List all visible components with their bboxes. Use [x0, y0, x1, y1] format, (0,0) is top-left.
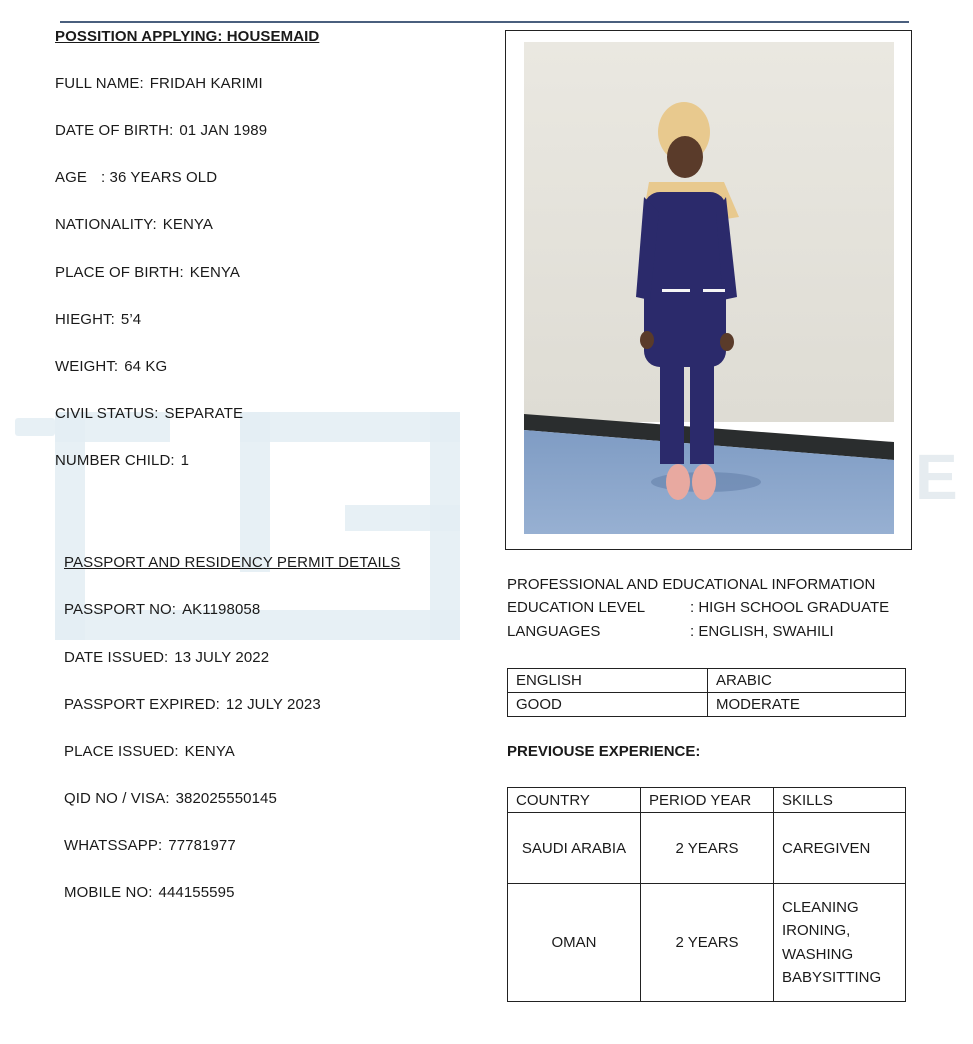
personal-field — [55, 264, 240, 281]
field-label: NATIONALITY: — [55, 216, 157, 233]
professional-title: PROFESSIONAL AND EDUCATIONAL INFORMATION — [507, 576, 876, 593]
field-label: NUMBER CHILD: — [55, 452, 175, 469]
education-level-value: : HIGH SCHOOL GRADUATE — [690, 599, 890, 616]
table-cell: ARABIC — [708, 669, 906, 693]
field-value: : 36 YEARS OLD — [100, 169, 218, 186]
skill-item: BABYSITTING — [782, 969, 882, 986]
skill-item: WASHING — [782, 945, 854, 963]
field-value: FRIDAH KARIMI — [149, 75, 263, 92]
applicant-photo — [524, 42, 894, 534]
field-label: CIVIL STATUS: — [55, 405, 159, 422]
field-value: KENYA — [189, 264, 241, 281]
table-row — [508, 884, 906, 1002]
field-label: HIEGHT: — [55, 311, 115, 328]
personal-field — [55, 358, 167, 375]
passport-field — [64, 649, 269, 666]
passport-field — [64, 601, 260, 618]
passport-field — [64, 884, 235, 901]
skill-item: IRONING, — [782, 922, 851, 939]
personal-field — [55, 169, 217, 186]
field-value: 1 — [180, 452, 190, 469]
languages-label: LANGUAGES — [507, 623, 601, 640]
table-row — [508, 693, 906, 717]
field-value: 77781977 — [168, 837, 236, 854]
field-value: SEPARATE — [164, 405, 244, 422]
personal-field — [55, 122, 267, 139]
field-value: 01 JAN 1989 — [179, 122, 268, 139]
field-label: PLACE ISSUED: — [64, 743, 179, 760]
passport-field — [64, 696, 321, 713]
experience-title: PREVIOUSE EXPERIENCE: — [507, 743, 701, 760]
personal-field — [55, 452, 189, 469]
field-value: KENYA — [162, 216, 214, 233]
table-cell: 2 YEARS — [641, 813, 774, 884]
skill-item: CLEANING — [782, 898, 859, 916]
field-value: 444155595 — [158, 884, 235, 901]
table-cell: 2 YEARS — [641, 884, 774, 1002]
language-skill-table — [507, 668, 906, 717]
table-cell: OMAN — [508, 884, 641, 1002]
table-header-cell: COUNTRY — [508, 788, 641, 813]
table-header-cell: PERIOD YEAR — [641, 788, 774, 813]
table-cell — [774, 884, 906, 1002]
field-label: PLACE OF BIRTH: — [55, 264, 184, 281]
top-divider — [60, 21, 909, 23]
field-value: 13 JULY 2022 — [174, 649, 270, 666]
field-label: AGE — [55, 169, 87, 186]
field-label: QID NO / VISA: — [64, 790, 170, 807]
table-cell: GOOD — [508, 693, 708, 717]
table-cell: CAREGIVEN — [774, 813, 906, 884]
field-value: KENYA — [184, 743, 235, 760]
position-title: POSSITION APPLYING: HOUSEMAID — [55, 28, 320, 45]
personal-field — [55, 311, 141, 328]
field-label: PASSPORT EXPIRED: — [64, 696, 220, 713]
field-value: 12 JULY 2023 — [225, 696, 321, 713]
passport-field — [64, 790, 277, 807]
watermark-letter: E — [915, 441, 958, 513]
passport-field — [64, 837, 236, 854]
languages-value: : ENGLISH, SWAHILI — [690, 623, 834, 640]
field-label: WHATSSAPP: — [64, 837, 163, 854]
table-cell: ENGLISH — [508, 669, 708, 693]
field-label: DATE OF BIRTH: — [55, 122, 174, 139]
field-label: MOBILE NO: — [64, 884, 153, 901]
field-label: WEIGHT: — [55, 358, 119, 375]
education-level-label: EDUCATION LEVEL — [507, 599, 646, 616]
passport-field — [64, 743, 235, 760]
table-row — [508, 813, 906, 884]
personal-field — [55, 405, 243, 422]
field-label: DATE ISSUED: — [64, 649, 169, 666]
field-value: 382025550145 — [175, 790, 277, 807]
table-row — [508, 788, 906, 813]
field-label: PASSPORT NO: — [64, 601, 177, 618]
personal-field — [55, 216, 213, 233]
field-value: 5’4 — [120, 311, 142, 328]
field-value: 64 KG — [124, 358, 168, 375]
table-cell: SAUDI ARABIA — [508, 813, 641, 884]
personal-field — [55, 75, 263, 92]
table-header-cell: SKILLS — [774, 788, 906, 813]
field-label: FULL NAME: — [55, 75, 144, 92]
experience-table — [507, 787, 906, 1002]
passport-section-title: PASSPORT AND RESIDENCY PERMIT DETAILS — [64, 554, 401, 571]
table-cell: MODERATE — [708, 693, 906, 717]
field-value: AK1198058 — [182, 601, 261, 618]
table-row — [508, 669, 906, 693]
